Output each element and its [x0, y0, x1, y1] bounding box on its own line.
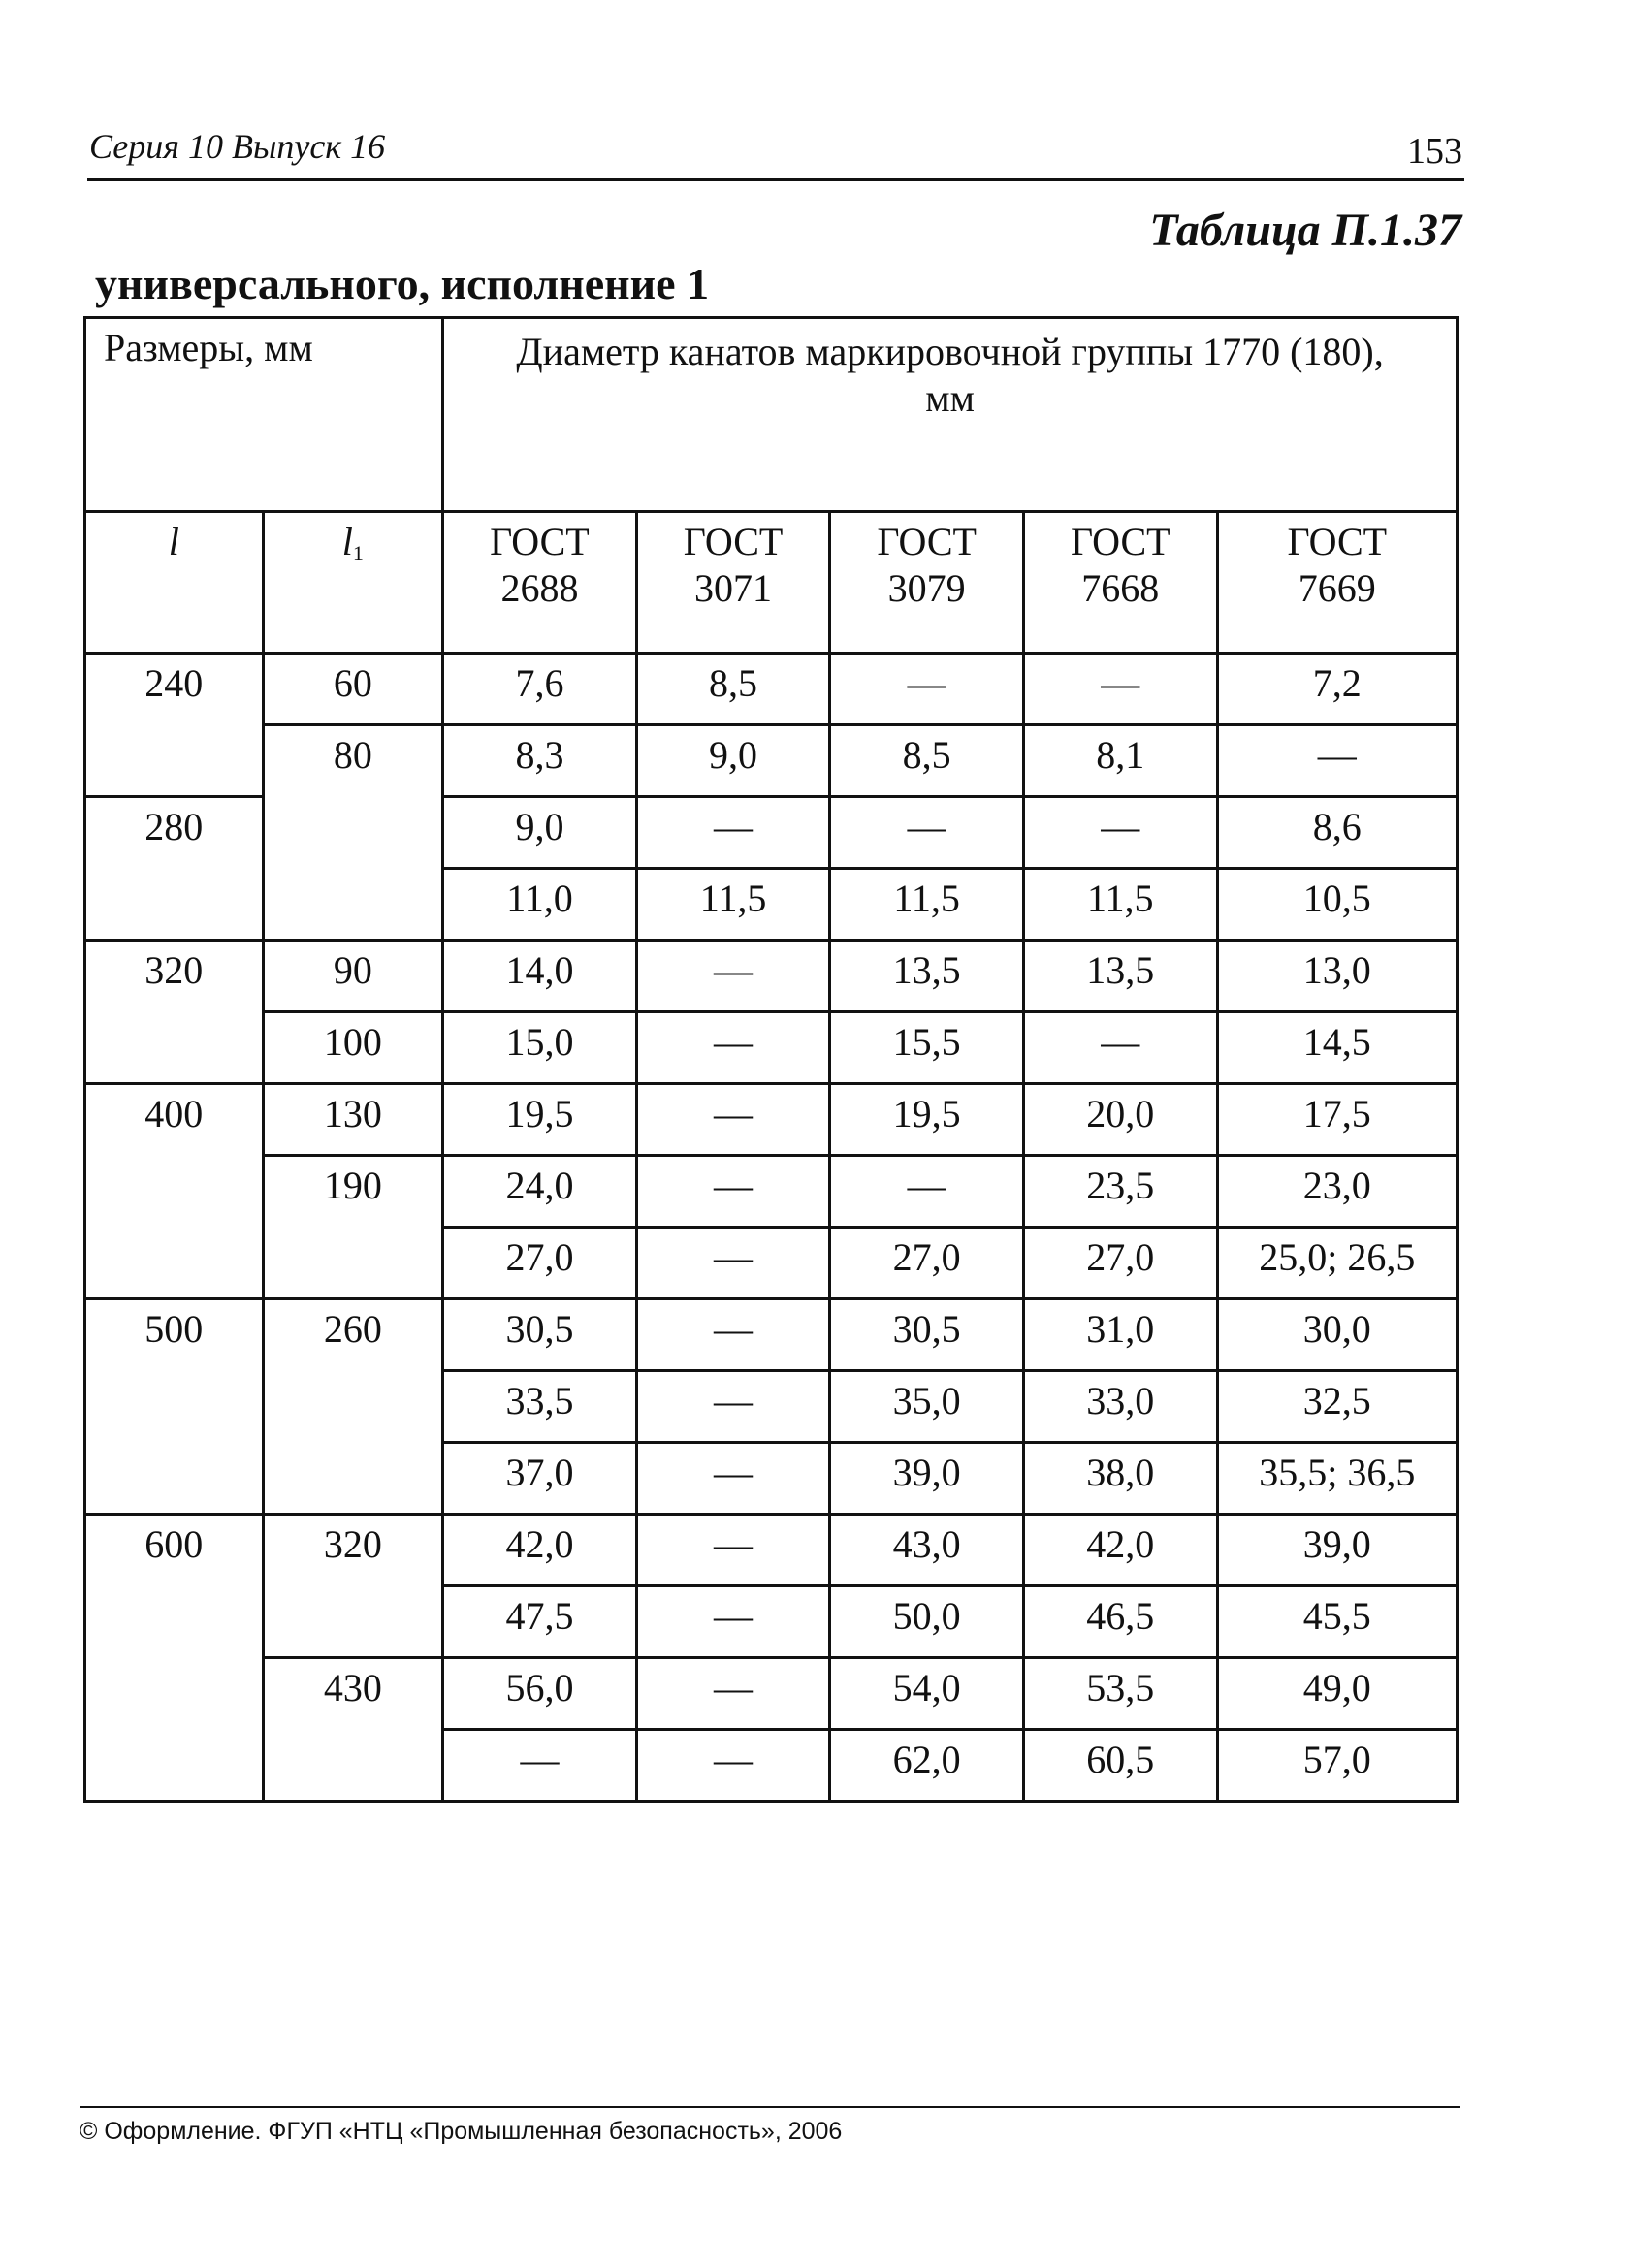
- table-label: Таблица П.1.37: [1149, 205, 1461, 256]
- value-cell: 13,5: [1023, 941, 1217, 1012]
- value-cell: 13,5: [830, 941, 1024, 1012]
- value-cell: 11,5: [830, 869, 1024, 941]
- value-cell: —: [443, 1730, 637, 1802]
- table-row: [85, 1012, 1458, 1084]
- table-row: [85, 654, 1458, 725]
- rope-diameter-table: [83, 316, 1459, 1803]
- value-cell: —: [1217, 725, 1457, 797]
- value-cell: 19,5: [830, 1084, 1024, 1156]
- value-cell: —: [830, 654, 1024, 725]
- value-cell: —: [636, 1371, 830, 1443]
- l-value-cell: 320: [85, 941, 264, 1084]
- table-row: [85, 725, 1458, 797]
- value-cell: 23,0: [1217, 1156, 1457, 1228]
- diameter-header: Диаметр канатов маркировочной группы 1770 (180), мм: [443, 318, 1458, 512]
- value-cell: 43,0: [830, 1515, 1024, 1586]
- value-cell: 11,5: [1023, 869, 1217, 941]
- sizes-header: Размеры, мм: [85, 318, 443, 512]
- value-cell: —: [636, 1156, 830, 1228]
- value-cell: 15,0: [443, 1012, 637, 1084]
- copyright-footer: © Оформление. ФГУП «НТЦ «Промышленная безопасность», 2006: [80, 2106, 1460, 2146]
- value-cell: —: [636, 941, 830, 1012]
- value-cell: 32,5: [1217, 1371, 1457, 1443]
- l-value-cell: 280: [85, 797, 264, 941]
- value-cell: 9,0: [443, 797, 637, 869]
- value-cell: —: [636, 1228, 830, 1299]
- value-cell: 39,0: [1217, 1515, 1457, 1586]
- l1-value-cell: 130: [263, 1084, 443, 1156]
- value-cell: 42,0: [1023, 1515, 1217, 1586]
- value-cell: 35,0: [830, 1371, 1024, 1443]
- table-row: [85, 941, 1458, 1012]
- value-cell: 39,0: [830, 1443, 1024, 1515]
- value-cell: 56,0: [443, 1658, 637, 1730]
- value-cell: —: [636, 1084, 830, 1156]
- table-row: [85, 1515, 1458, 1586]
- value-cell: 11,5: [636, 869, 830, 941]
- value-cell: —: [636, 1515, 830, 1586]
- value-cell: 8,3: [443, 725, 637, 797]
- value-cell: —: [1023, 1012, 1217, 1084]
- value-cell: —: [636, 1658, 830, 1730]
- value-cell: 49,0: [1217, 1658, 1457, 1730]
- col-l-header: l: [85, 512, 264, 654]
- value-cell: 30,5: [830, 1299, 1024, 1371]
- gost-header: ГОСТ 2688: [443, 512, 637, 654]
- gost-header: ГОСТ 3071: [636, 512, 830, 654]
- l1-value-cell: 60: [263, 654, 443, 725]
- value-cell: 35,5; 36,5: [1217, 1443, 1457, 1515]
- table-row: [85, 1299, 1458, 1371]
- value-cell: 47,5: [443, 1586, 637, 1658]
- table-header-row: [85, 318, 1458, 512]
- value-cell: 27,0: [830, 1228, 1024, 1299]
- l1-value-cell: 80: [263, 725, 443, 941]
- value-cell: 23,5: [1023, 1156, 1217, 1228]
- l-value-cell: 240: [85, 654, 264, 797]
- value-cell: 17,5: [1217, 1084, 1457, 1156]
- value-cell: 20,0: [1023, 1084, 1217, 1156]
- gost-header: ГОСТ 7669: [1217, 512, 1457, 654]
- page-number: 153: [1407, 131, 1462, 172]
- value-cell: 30,5: [443, 1299, 637, 1371]
- value-cell: 24,0: [443, 1156, 637, 1228]
- l1-value-cell: 190: [263, 1156, 443, 1299]
- running-header: [87, 124, 1464, 181]
- value-cell: —: [636, 1443, 830, 1515]
- value-cell: 14,5: [1217, 1012, 1457, 1084]
- l1-value-cell: 90: [263, 941, 443, 1012]
- value-cell: 13,0: [1217, 941, 1457, 1012]
- value-cell: 7,2: [1217, 654, 1457, 725]
- l-value-cell: 400: [85, 1084, 264, 1299]
- value-cell: 19,5: [443, 1084, 637, 1156]
- l-value-cell: 600: [85, 1515, 264, 1802]
- value-cell: 42,0: [443, 1515, 637, 1586]
- value-cell: 62,0: [830, 1730, 1024, 1802]
- value-cell: —: [1023, 654, 1217, 725]
- value-cell: —: [636, 1299, 830, 1371]
- table-row: [85, 1084, 1458, 1156]
- value-cell: 30,0: [1217, 1299, 1457, 1371]
- value-cell: 27,0: [443, 1228, 637, 1299]
- value-cell: 60,5: [1023, 1730, 1217, 1802]
- value-cell: 50,0: [830, 1586, 1024, 1658]
- value-cell: —: [636, 1730, 830, 1802]
- l1-value-cell: 320: [263, 1515, 443, 1658]
- value-cell: 27,0: [1023, 1228, 1217, 1299]
- l1-value-cell: 260: [263, 1299, 443, 1515]
- gost-header: ГОСТ 3079: [830, 512, 1024, 654]
- value-cell: 57,0: [1217, 1730, 1457, 1802]
- value-cell: —: [636, 1586, 830, 1658]
- value-cell: —: [636, 1012, 830, 1084]
- value-cell: 8,6: [1217, 797, 1457, 869]
- l-value-cell: 500: [85, 1299, 264, 1515]
- value-cell: 14,0: [443, 941, 637, 1012]
- l1-value-cell: 100: [263, 1012, 443, 1084]
- value-cell: —: [830, 1156, 1024, 1228]
- value-cell: —: [636, 797, 830, 869]
- value-cell: 8,5: [636, 654, 830, 725]
- value-cell: 11,0: [443, 869, 637, 941]
- table-row: [85, 1658, 1458, 1730]
- value-cell: 33,0: [1023, 1371, 1217, 1443]
- l1-value-cell: 430: [263, 1658, 443, 1802]
- value-cell: 9,0: [636, 725, 830, 797]
- series-label: Серия 10 Выпуск 16: [89, 127, 386, 166]
- value-cell: 7,6: [443, 654, 637, 725]
- value-cell: 31,0: [1023, 1299, 1217, 1371]
- gost-header: ГОСТ 7668: [1023, 512, 1217, 654]
- value-cell: 33,5: [443, 1371, 637, 1443]
- value-cell: 53,5: [1023, 1658, 1217, 1730]
- col-l1-header: $l_1$: [263, 512, 443, 654]
- value-cell: 8,5: [830, 725, 1024, 797]
- value-cell: 37,0: [443, 1443, 637, 1515]
- value-cell: 38,0: [1023, 1443, 1217, 1515]
- value-cell: 25,0; 26,5: [1217, 1228, 1457, 1299]
- table-row: [85, 1156, 1458, 1228]
- value-cell: 46,5: [1023, 1586, 1217, 1658]
- value-cell: 10,5: [1217, 869, 1457, 941]
- value-cell: 54,0: [830, 1658, 1024, 1730]
- value-cell: —: [1023, 797, 1217, 869]
- value-cell: 45,5: [1217, 1586, 1457, 1658]
- value-cell: —: [830, 797, 1024, 869]
- table-subheader-row: [85, 512, 1458, 654]
- value-cell: 15,5: [830, 1012, 1024, 1084]
- table-subtitle: универсального, исполнение 1: [95, 259, 710, 308]
- value-cell: 8,1: [1023, 725, 1217, 797]
